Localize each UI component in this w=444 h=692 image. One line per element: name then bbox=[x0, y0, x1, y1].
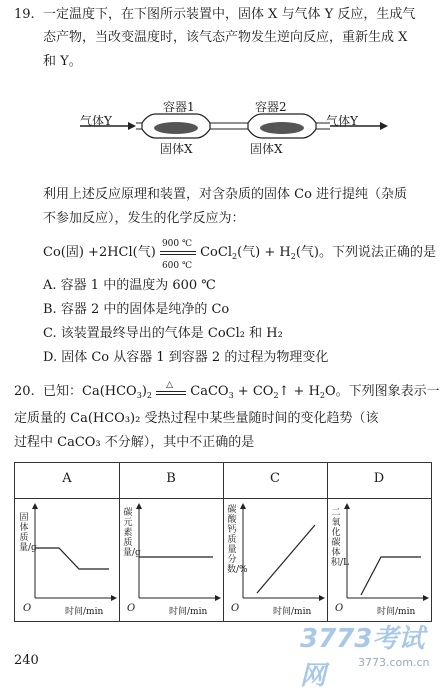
graph-header-a: A bbox=[62, 471, 72, 486]
graph-d-xlabel: 时间/min bbox=[377, 607, 416, 617]
page-number: 240 bbox=[14, 653, 39, 668]
graph-b-xlabel: 时间/min bbox=[169, 607, 208, 617]
q20-line1 bbox=[43, 381, 440, 406]
graph-d-origin: O bbox=[335, 603, 344, 614]
col-divider bbox=[119, 463, 120, 621]
q20-number: 20. bbox=[14, 384, 35, 399]
graph-header-d: D bbox=[373, 471, 385, 486]
graph-header-b: B bbox=[166, 471, 176, 486]
q19-option-d: D. 固体 Co 从容器 1 到容器 2 的过程为物理变化 bbox=[43, 350, 329, 365]
graph-c-plot bbox=[237, 503, 325, 603]
watermark-url: 3773.com.cn bbox=[358, 656, 430, 669]
solid1-label: 固体X bbox=[160, 142, 193, 156]
q20-l1i: ↑ + H bbox=[278, 384, 320, 399]
q20-l1g: + CO bbox=[233, 384, 274, 399]
q20-l1k: O。下列图象表示一 bbox=[325, 384, 440, 399]
q19-option-b: B. 容器 2 中的固体是纯净的 Co bbox=[43, 302, 230, 317]
vessel1-label: 容器1 bbox=[163, 100, 195, 114]
q19-para1-line1: 利用上述反应原理和装置，对含杂质的固体 Co 进行提纯（杂质 bbox=[43, 187, 408, 202]
q20-l1d: 2 bbox=[146, 391, 152, 400]
q19-stem-line1: 一定温度下，在下图所示装置中，固体 X 与气体 Y 反应，生成气 bbox=[43, 7, 416, 22]
equation-sub-1: 2 bbox=[231, 252, 238, 261]
condition-bottom: 600 ℃ bbox=[161, 261, 193, 271]
equation-condition bbox=[160, 239, 196, 271]
col-divider bbox=[327, 463, 328, 621]
q19-stem-line2: 态产物，当改变温度时，该气态产物发生逆向反应，重新生成 X bbox=[43, 30, 408, 45]
gas-out-label: 气体Y bbox=[326, 114, 358, 128]
graph-c-xlabel: 时间/min bbox=[273, 607, 312, 617]
q20-l1b: 3 bbox=[136, 391, 142, 400]
q20-l1h: 2 bbox=[273, 391, 279, 400]
graph-a-origin: O bbox=[23, 603, 32, 614]
graph-d-ylabel: 二氧化碳体积/L bbox=[331, 508, 350, 568]
header-divider bbox=[15, 498, 431, 499]
equation-sub-2: 2 bbox=[290, 252, 296, 261]
graph-c-origin: O bbox=[231, 603, 240, 614]
q19-option-c: C. 该装置最终导出的气体是 CoCl₂ 和 H₂ bbox=[43, 326, 283, 341]
q20-l1f: 3 bbox=[228, 391, 234, 400]
watermark-logo: 3773考试网 bbox=[300, 624, 425, 691]
q19-para1-line2: 不参加反应），发生的化学反应为： bbox=[43, 211, 245, 226]
q19-stem-line3: 和 Y。 bbox=[43, 54, 82, 69]
q19-equation bbox=[43, 239, 436, 271]
solid2-label: 固体X bbox=[250, 142, 283, 156]
q20-l1a: 已知：Ca(HCO bbox=[43, 384, 137, 399]
q20-l1c: ) bbox=[141, 384, 147, 399]
graph-header-c: C bbox=[270, 471, 280, 486]
graph-b-ylabel: 碳元素质量/g bbox=[123, 508, 141, 558]
gas-in-label: 气体Y bbox=[80, 114, 112, 128]
graph-a-xlabel: 时间/min bbox=[65, 607, 104, 617]
equation-right2: (气) + H bbox=[237, 245, 291, 260]
equation-left: Co(固) +2HCl(气) bbox=[43, 245, 156, 260]
equation-right: CoCl bbox=[200, 245, 232, 260]
graph-b-origin: O bbox=[127, 603, 136, 614]
q20-line3: 过程中 CaCO₃ 不分解），其中不正确的是 bbox=[14, 435, 255, 450]
q19-option-a: A. 容器 1 中的温度为 600 ℃ bbox=[43, 278, 216, 293]
graph-b-plot bbox=[133, 503, 221, 603]
q20-l1e: CaCO bbox=[190, 384, 229, 399]
heat-symbol: △ bbox=[166, 380, 174, 390]
graph-a-ylabel: 固体质量/g bbox=[19, 513, 37, 553]
graph-a-plot bbox=[29, 503, 117, 603]
condition-top: 900 ℃ bbox=[161, 239, 193, 249]
graph-d-plot bbox=[341, 503, 429, 603]
graph-c-ylabel: 碳酸钙质量分数/% bbox=[227, 505, 248, 575]
q20-line2: 定质量的 Ca(HCO₃)₂ 受热过程中某些量随时间的变化趋势（该 bbox=[14, 411, 379, 426]
graphs-table bbox=[14, 462, 432, 622]
equation-right3: (气)。下列说法正确的是 bbox=[295, 245, 436, 260]
vessel2-label: 容器2 bbox=[255, 100, 287, 114]
q19-number: 19. bbox=[14, 7, 35, 22]
heat-arrow bbox=[156, 381, 186, 402]
col-divider bbox=[223, 463, 224, 621]
q20-l1j: 2 bbox=[319, 391, 326, 400]
